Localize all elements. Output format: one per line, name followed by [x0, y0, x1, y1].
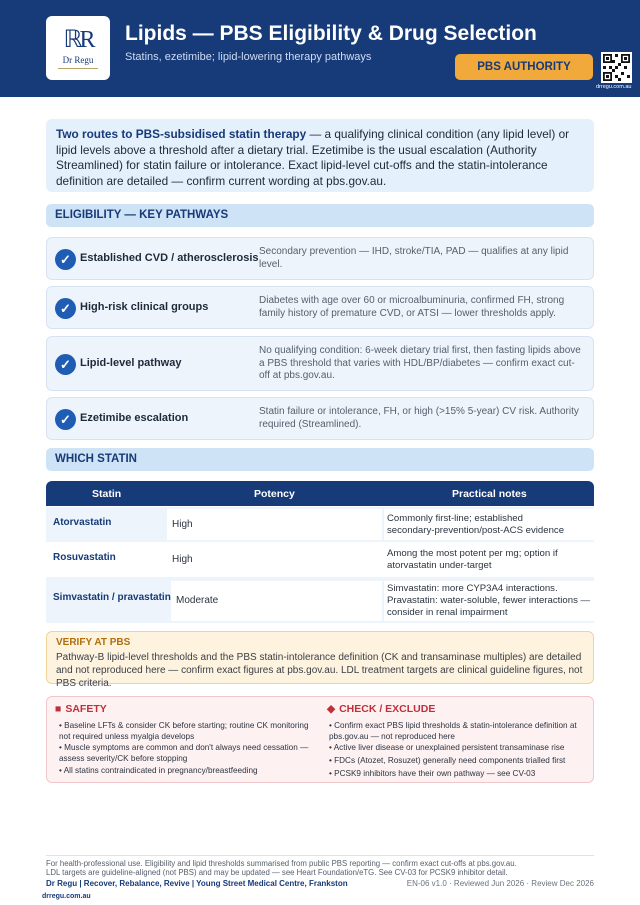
- note-line: Pravastatin: water-soluble, fewer interactions —: [387, 595, 591, 606]
- check-circle-icon: ✓: [55, 249, 76, 270]
- statin-heading: WHICH STATIN: [46, 448, 594, 471]
- table-row: [46, 543, 594, 576]
- diamond-icon: ◆: [327, 703, 336, 715]
- qr-code-icon[interactable]: [601, 52, 632, 83]
- eligibility-heading: ELIGIBILITY — KEY PATHWAYS: [46, 204, 594, 227]
- eligibility-card: [46, 237, 594, 280]
- note-line: secondary-prevention/post-ACS evidence: [387, 525, 565, 536]
- check-item: • Active liver disease or unexplained persistent transaminase rise: [329, 743, 565, 752]
- footer-brand: Dr Regu | Recover, Rebalance, Revive | Young Street Medical Centre, Frankston: [46, 879, 348, 888]
- footer-note: LDL targets are guideline-aligned (not PBS) and may be updated — see Heart Foundation/eTG. See CV-03 for PCSK9 inhibitor detail.: [46, 868, 508, 877]
- footer-disclaimer: For health-professional use. Eligibility and lipid thresholds summarised from public PBS reporting — confirm exact cut-offs at pbs.gov.au.: [46, 859, 517, 868]
- note-line: atorvastatin under-target: [387, 560, 492, 571]
- page-header: [0, 0, 640, 97]
- logo-name: Dr Regu: [62, 55, 94, 65]
- statin-notes: [384, 581, 594, 621]
- statin-table-header: [46, 481, 594, 506]
- footer-url[interactable]: drregu.com.au: [42, 893, 91, 900]
- brand-logo[interactable]: [46, 16, 110, 80]
- check-exclude-title-text: CHECK / EXCLUDE: [339, 703, 436, 715]
- note-line: consider in renal impairment: [387, 607, 508, 618]
- eligibility-title: High-risk clinical groups: [80, 301, 209, 313]
- table-row: [46, 577, 594, 623]
- pbs-authority-badge: PBS AUTHORITY: [455, 54, 593, 80]
- note-line: Simvastatin: more CYP3A4 interactions.: [387, 583, 558, 594]
- eligibility-card: [46, 336, 594, 391]
- check-item: • FDCs (Atozet, Rosuzet) generally need components trialled first: [329, 756, 566, 765]
- column-header-potency: Potency: [254, 488, 295, 500]
- eligibility-desc: Secondary prevention — IHD, stroke/TIA, PAD — qualifies at any lipid level.: [259, 246, 569, 270]
- column-header-notes: Practical notes: [452, 488, 527, 500]
- check-exclude-title: [327, 703, 435, 715]
- page-subtitle: Statins, ezetimibe; lipid-lowering therapy pathways: [125, 51, 372, 63]
- check-circle-icon: ✓: [55, 409, 76, 430]
- logo-rule: [58, 68, 98, 69]
- check-circle-icon: ✓: [55, 298, 76, 319]
- verify-title: VERIFY AT PBS: [56, 637, 131, 648]
- note-line: Commonly first-line; established: [387, 513, 523, 524]
- intro-panel: [46, 119, 594, 192]
- eligibility-desc: Statin failure or intolerance, FH, or high (>15% 5-year) CV risk. Authority required (Streamlined).: [259, 406, 579, 430]
- statin-potency: High: [167, 544, 382, 575]
- safety-title-text: SAFETY: [65, 703, 107, 715]
- safety-title: [55, 703, 107, 715]
- note-line: Among the most potent per mg; option if: [387, 548, 558, 559]
- qr-url: drregu.com.au: [596, 84, 632, 90]
- eligibility-card: [46, 397, 594, 440]
- safety-item: • Muscle symptoms are common and don't always need cessation — assess severity/CK before stopping: [59, 743, 309, 763]
- square-icon: ■: [55, 703, 62, 715]
- eligibility-card: [46, 286, 594, 329]
- logo-monogram: ℝR: [63, 27, 93, 53]
- check-circle-icon: ✓: [55, 354, 76, 375]
- statin-name: Atorvastatin: [53, 517, 112, 528]
- verify-text: Pathway-B lipid-level thresholds and the PBS statin-intolerance definition (CK and transaminase multiples) are detailed and not reproduced here — confirm exact figures at pbs.gov.au. LDL treatment targets are clinical guideline figures, not PBS criteria.: [56, 652, 583, 690]
- footer-divider: [46, 855, 594, 856]
- eligibility-desc: Diabetes with age over 60 or microalbuminuria, confirmed FH, strong family history of premature CVD, or ATSI — lower thresholds apply.: [259, 295, 565, 319]
- eligibility-title: Ezetimibe escalation: [80, 412, 189, 424]
- statin-name: Simvastatin / pravastatin: [53, 592, 171, 603]
- column-header-statin: Statin: [92, 488, 122, 500]
- statin-potency: Moderate: [171, 581, 382, 621]
- safety-item: • Baseline LFTs & consider CK before starting; routine CK monitoring not required unless myalgia develops: [59, 721, 309, 741]
- footer-version: EN-06 v1.0 · Reviewed Jun 2026 · Review Dec 2026: [406, 879, 594, 888]
- statin-name: Rosuvastatin: [53, 552, 116, 563]
- safety-panel: [46, 696, 594, 783]
- statin-notes: [384, 509, 594, 540]
- check-item: • Confirm exact PBS lipid thresholds & statin-intolerance definition at pbs.gov.au — not reproduced here: [329, 721, 577, 741]
- statin-notes: [384, 544, 594, 575]
- verify-callout: [46, 631, 594, 690]
- safety-item: • All statins contraindicated in pregnancy/breastfeeding: [59, 766, 258, 775]
- intro-body: — a qualifying clinical condition (any lipid level) or lipid levels above a threshold after a dietary trial. Ezetimibe is the usual escalation (Authority Streamlined) for statin failure or intolerance. Exact lipid-level cut-offs and the statin-intolerance definition are detailed — confirm current wording at pbs.gov.au.: [56, 127, 570, 188]
- page-title: Lipids — PBS Eligibility & Drug Selection: [125, 22, 537, 45]
- eligibility-title: Lipid-level pathway: [80, 357, 182, 369]
- intro-lead: Two routes to PBS-subsidised statin therapy: [56, 127, 307, 141]
- statin-potency: High: [167, 509, 382, 540]
- eligibility-title: Established CVD / atherosclerosis: [80, 252, 259, 264]
- check-item: • PCSK9 inhibitors have their own pathway — see CV-03: [329, 769, 536, 778]
- eligibility-desc: No qualifying condition: 6-week dietary trial first, then fasting lipids above a PBS threshold that varies with HDL/BP/diabetes — confirm exact cut-off at pbs.gov.au.: [259, 345, 581, 382]
- table-row: [46, 507, 594, 542]
